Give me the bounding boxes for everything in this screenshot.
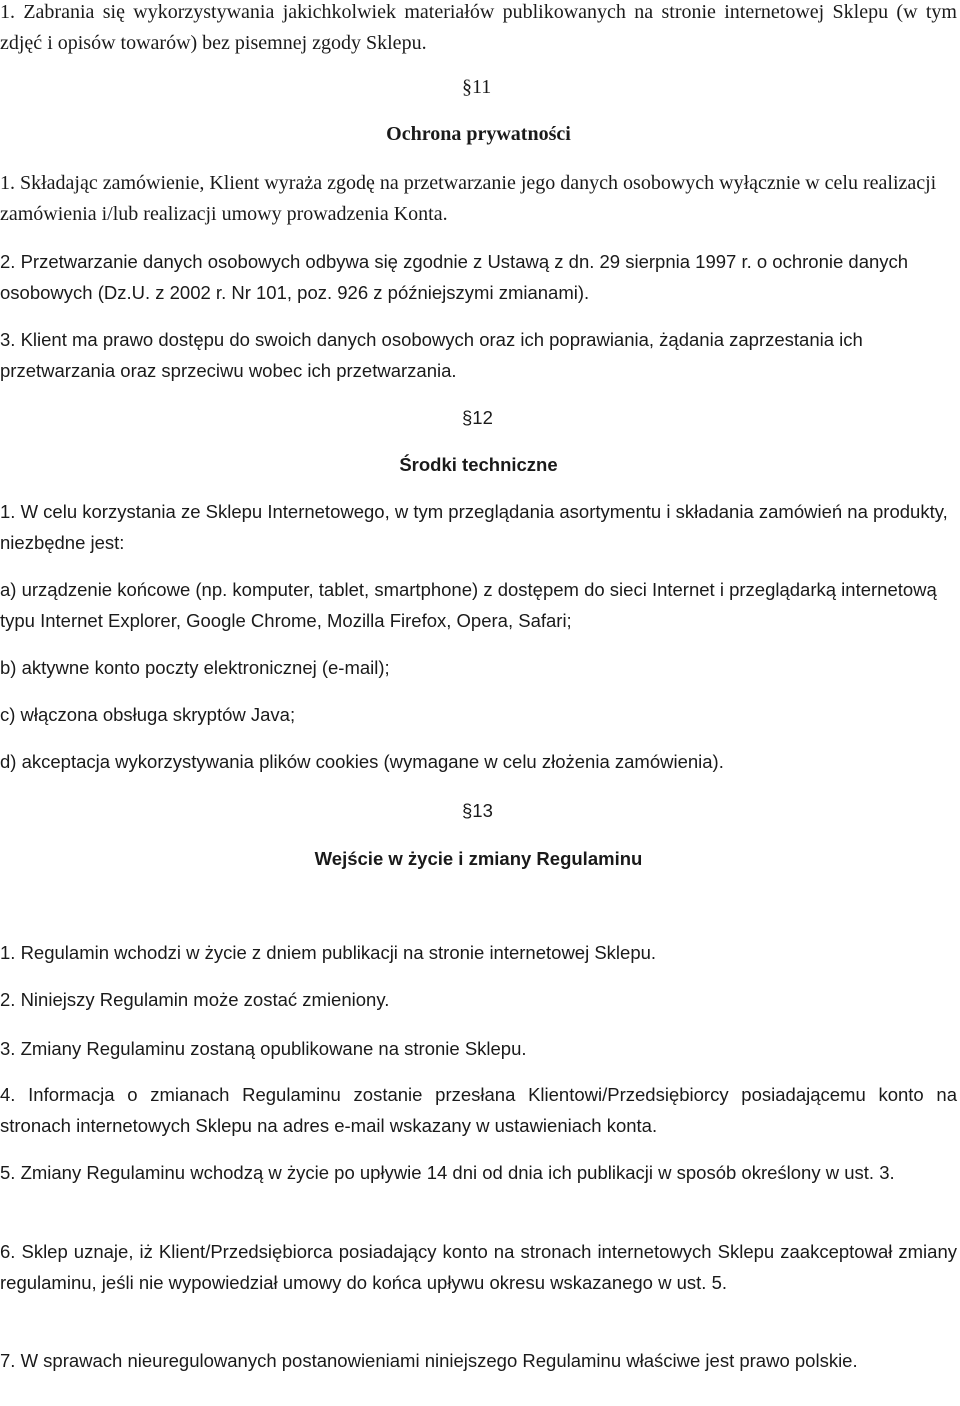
paragraph: 4. Informacja o zmianach Regulaminu zostanie przesłana Klientowi/Przedsiębiorcy posiadającemu konto na stronach internetowych Sklepu na adres e-mail wskazany w ustawieniach konta. bbox=[0, 1084, 957, 1136]
list-item: a) urządzenie końcowe (np. komputer, tablet, smartphone) z dostępem do sieci Internet i przeglądarką internetową typu Internet Explorer, Google Chrome, Mozilla Firefox, Opera, Safari; bbox=[0, 579, 937, 631]
list-item: b) aktywne konto poczty elektronicznej (e-mail); bbox=[0, 657, 390, 678]
list-item: c) włączona obsługa skryptów Java; bbox=[0, 704, 296, 725]
section-title: Środki techniczne bbox=[399, 454, 558, 475]
paragraph: 1. Regulamin wchodzi w życie z dniem publikacji na stronie internetowej Sklepu. bbox=[0, 942, 657, 963]
section-title: Wejście w życie i zmiany Regulaminu bbox=[314, 848, 643, 869]
section-number: §13 bbox=[462, 800, 493, 821]
paragraph: 2. Przetwarzanie danych osobowych odbywa się zgodnie z Ustawą z dn. 29 sierpnia 1997 r. o ochronie danych osobowych (Dz.U. z 2002 r. Nr 101, poz. 926 z późniejszymi zmianami). bbox=[0, 251, 909, 303]
section-title: Ochrona prywatności bbox=[386, 123, 571, 145]
paragraph: 1. W celu korzystania ze Sklepu Internetowego, w tym przeglądania asortymentu i składania zamówień na produkty, niezbędne jest: bbox=[0, 501, 948, 553]
paragraph: 6. Sklep uznaje, iż Klient/Przedsiębiorca posiadający konto na stronach internetowych Sklepu zaakceptował zmiany regulaminu, jeśli nie wypowiedział umowy do końca upływu okresu wskazanego w ust. 5. bbox=[0, 1241, 957, 1293]
paragraph: 7. W sprawach nieuregulowanych postanowieniami niniejszego Regulaminu właściwe jest prawo polskie. bbox=[0, 1350, 858, 1371]
list-item: d) akceptacja wykorzystywania plików cookies (wymagane w celu złożenia zamówienia). bbox=[0, 751, 724, 772]
section-number: §11 bbox=[462, 76, 492, 98]
paragraph: 1. Zabrania się wykorzystywania jakichkolwiek materiałów publikowanych na stronie internetowej Sklepu (w tym zdjęć i opisów towarów) bez pisemnej zgody Sklepu. bbox=[0, 1, 957, 54]
paragraph: 5. Zmiany Regulaminu wchodzą w życie po upływie 14 dni od dnia ich publikacji w sposób określony w ust. 3. bbox=[0, 1162, 895, 1183]
paragraph: 3. Klient ma prawo dostępu do swoich danych osobowych oraz ich poprawiania, żądania zaprzestania ich przetwarzania oraz sprzeciwu wobec ich przetwarzania. bbox=[0, 329, 863, 381]
paragraph: 3. Zmiany Regulaminu zostaną opublikowane na stronie Sklepu. bbox=[0, 1038, 527, 1059]
paragraph: 1. Składając zamówienie, Klient wyraża zgodę na przetwarzanie jego danych osobowych wyłącznie w celu realizacji zamówienia i/lub realizacji umowy prowadzenia Konta. bbox=[0, 172, 937, 225]
paragraph: 2. Niniejszy Regulamin może zostać zmieniony. bbox=[0, 989, 390, 1010]
section-number: §12 bbox=[462, 407, 493, 428]
